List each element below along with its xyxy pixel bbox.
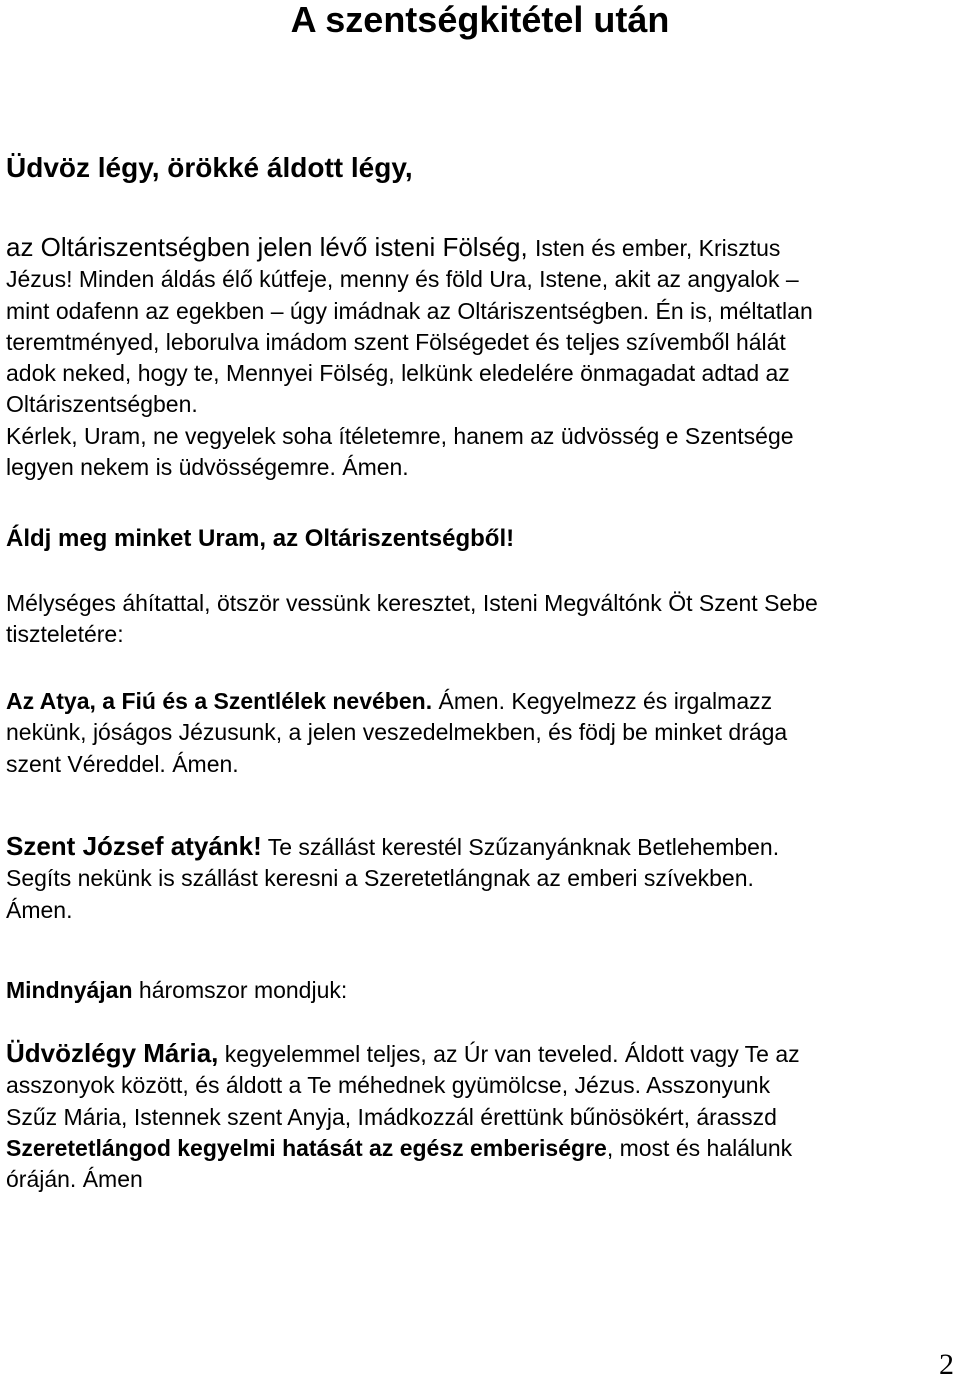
hail-mary-bold-phrase: Szeretetlángod kegyelmi hatását az egész emberiségre <box>6 1134 607 1161</box>
joseph-line-1 <box>6 831 956 863</box>
hail-mary-line-4-rest: , most és halálunk <box>606 1134 793 1161</box>
all-say-text <box>6 975 956 1006</box>
all-say-line <box>6 975 956 1006</box>
all-say-bold: Mindnyájan <box>6 977 133 1003</box>
cross-line-1: Mélységes áhítattal, ötször vessünk keresztet, Isteni Megváltónk Öt Szent Sebe <box>6 590 818 616</box>
greeting-heading: Üdvöz légy, örökké áldott légy, <box>6 152 413 183</box>
prayer-line-7: Kérlek, Uram, ne vegyelek soha ítéletemre, hanem az üdvösség e Szentsége <box>6 422 794 449</box>
prayer-line-6: Oltáriszentségben. <box>6 391 198 418</box>
joseph-bold: Szent József atyánk! <box>6 831 262 861</box>
hail-mary-line-2: asszonyok között, és áldott a Te méhednek gyümölcse, Jézus. Asszonyunk <box>6 1072 771 1099</box>
page-title: A szentségkitétel után <box>290 0 670 40</box>
prayer-line-4: teremtményed, leborulva imádom szent Fölségedet és teljes szívemből hálát <box>6 328 786 355</box>
all-say-rest: háromszor mondjuk: <box>132 977 348 1003</box>
prayer-line-2: Jézus! Minden áldás élő kútfeje, menny és föld Ura, Istene, akit az angyalok – <box>6 266 799 293</box>
hail-mary-line-4 <box>6 1133 956 1164</box>
hail-mary-line-3: Szűz Mária, Istennek szent Anyja, Imádkozzál érettünk bűnösökért, árasszd <box>6 1103 777 1130</box>
blessing-heading: Áldj meg minket Uram, az Oltáriszentségből! <box>6 525 515 552</box>
hail-mary-line-1-rest: kegyelemmel teljes, az Úr van teveled. Áldott vagy Te az <box>218 1041 800 1067</box>
cross-line-2: tiszteletére: <box>6 621 124 648</box>
prayer-line-1 <box>6 232 956 264</box>
joseph-line-3: Ámen. <box>6 896 73 923</box>
joseph-paragraph <box>6 831 956 926</box>
hail-mary-bold: Üdvözlégy Mária, <box>6 1038 219 1068</box>
trinity-line-3: szent Véreddel. Ámen. <box>6 750 239 777</box>
trinity-bold: Az Atya, a Fiú és a Szentlélek nevében. <box>6 688 433 714</box>
trinity-line-2: nekünk, jóságos Jézusunk, a jelen veszedelmekben, és födj be minket drága <box>6 719 788 746</box>
trinity-line-1-rest: Ámen. Kegyelmezz és irgalmazz <box>432 688 773 714</box>
prayer-line-3: mint odafenn az egekben – úgy imádnak az Oltáriszentségben. Én is, méltatlan <box>6 297 813 324</box>
hail-mary-line-1 <box>6 1038 956 1070</box>
prayer-line-1-tail: Isten és ember, Krisztus <box>534 235 781 261</box>
hail-mary-line-5: óráján. Ámen <box>6 1166 143 1193</box>
prayer-line-1-mid: jelen lévő isteni Fölség, <box>250 232 535 262</box>
prayer-paragraph <box>6 232 956 483</box>
joseph-line-2: Segíts nekünk is szállást keresni a Szeretetlángnak az emberi szívekben. <box>6 865 754 892</box>
page-number: 2 <box>939 1348 954 1381</box>
prayer-line-8: legyen nekem is üdvösségemre. Ámen. <box>6 454 409 481</box>
cross-paragraph <box>6 588 956 651</box>
prayer-line-1-lead: az Oltáriszentségben <box>6 232 251 262</box>
trinity-paragraph <box>6 686 956 780</box>
joseph-line-1-rest: Te szállást kerestél Szűzanyánknak Betlehemben. <box>261 834 780 860</box>
hail-mary-paragraph <box>6 1038 956 1195</box>
trinity-line-1 <box>6 686 956 717</box>
prayer-line-5: adok neked, hogy te, Mennyei Fölség, lelkünk eledelére önmagadat adtad az <box>6 360 790 387</box>
